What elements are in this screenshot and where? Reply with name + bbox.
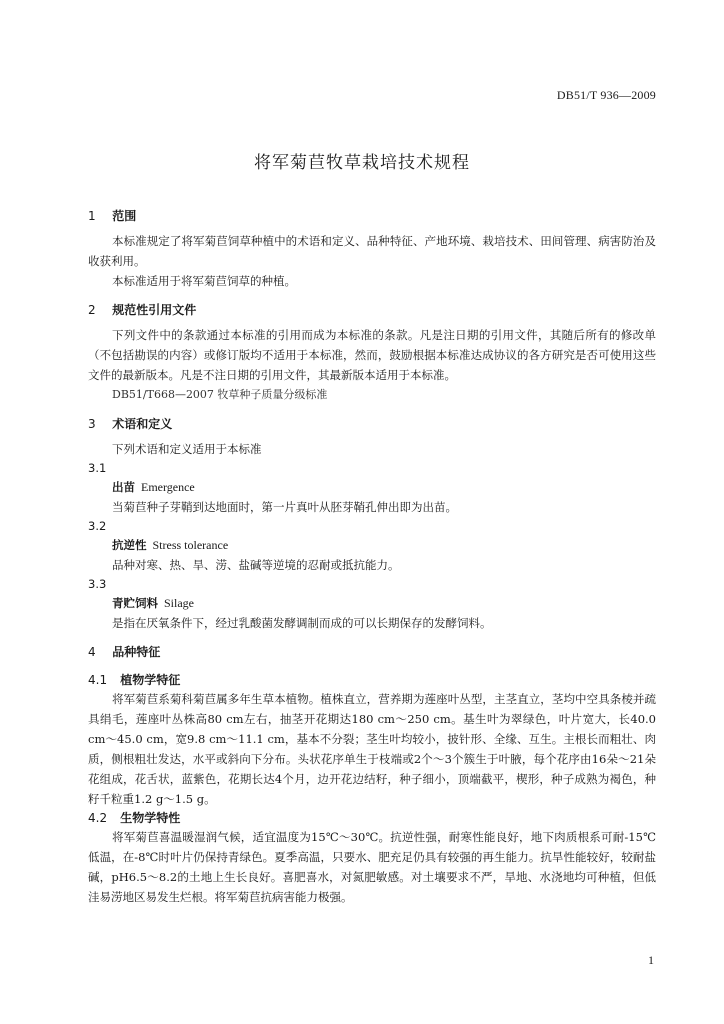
term-name [88, 477, 656, 497]
term-zh: 抗逆性 [112, 538, 147, 552]
term-definition: 品种对寒、热、旱、涝、盐碱等逆境的忍耐或抵抗能力。 [112, 558, 400, 572]
term-en: Emergence [141, 480, 195, 494]
subsection-number: 4.1 [88, 673, 108, 687]
term-name [88, 535, 656, 555]
subsection-title: 植物学特征 [120, 673, 181, 687]
paragraph: 将军菊苣系菊科菊苣属多年生草本植物。植株直立，营养期为莲座叶丛型，主茎直立，茎均中空具条棱并疏具绢毛，莲座叶丛株高80 cm左右，抽茎开花期达180 cm～250 cm。基生叶为翠绿色，叶片宽大，长40.0 cm～45.0 cm，宽9.8 cm～11.1 cm，基本不分裂；茎生叶均较小，披针形、全缘、互生。主根长而粗壮、肉质，侧根粗壮发达，水平或斜向下分布。头状花序单生于枝端或2个～3个簇生于叶腋，每个花序由16朵～21朵花组成，花舌状，蓝紫色，花期长达4个月，边开花边结籽，种子细小，顶端截平，楔形，种子成熟为褐色，种籽千粒重1.2 g～1.5 g。 [88, 692, 656, 806]
section-number: 2 [88, 303, 96, 317]
term-number: 3.2 [88, 519, 107, 533]
term-en: Stress tolerance [152, 538, 229, 552]
subsection-4-1-heading [88, 671, 656, 689]
section-4-heading [88, 643, 656, 661]
paragraph: 本标准适用于将军菊苣饲草的种植。 [112, 274, 296, 288]
term-number: 3.3 [88, 577, 107, 591]
section-number: 3 [88, 417, 96, 431]
section-number: 1 [88, 209, 96, 223]
paragraph: 下列文件中的条款通过本标准的引用而成为本标准的条款。凡是注日期的引用文件，其随后所有的修改单（不包括勘误的内容）或修订版均不适用于本标准，然而，鼓励根据本标准达成协议的各方研究是否可使用这些文件的最新版本。凡是不注日期的引用文件，其最新版本适用于本标准。 [88, 328, 656, 382]
term-zh: 出苗 [112, 480, 135, 494]
normative-reference: DB51/T668—2007 牧草种子质量分级标准 [112, 388, 328, 401]
section-title: 品种特征 [112, 645, 161, 659]
paragraph: 本标准规定了将军菊苣饲草种植中的术语和定义、品种特征、产地环境、栽培技术、田间管理、病害防治及收获利用。 [88, 234, 656, 268]
paragraph: 将军菊苣喜温暖湿润气候，适宜温度为15℃～30℃。抗逆性强，耐寒性能良好，地下肉质根系可耐-15℃低温，在-8℃时叶片仍保持青绿色。夏季高温，只要水、肥充足仍具有较强的再生能力。抗旱性能较好，较耐盐碱，pH6.5～8.2的土地上生长良好。喜肥喜水，对氮肥敏感。对土壤要求不严，旱地、水浇地均可种植，但低洼易涝地区易发生烂根。将军菊苣抗病害能力极强。 [88, 830, 656, 904]
section-title: 范围 [112, 209, 137, 223]
term-definition: 当菊苣种子芽鞘到达地面时，第一片真叶从胚芽鞘孔伸出即为出苗。 [112, 500, 457, 514]
section-1-heading [88, 207, 656, 225]
document-title: 将军菊苣牧草栽培技术规程 [254, 153, 470, 173]
section-title: 术语和定义 [112, 417, 173, 431]
term-en: Silage [164, 596, 194, 610]
standard-code: DB51/T 936—2009 [556, 88, 656, 102]
term-definition: 是指在厌氧条件下，经过乳酸菌发酵调制而成的可以长期保存的发酵饲料。 [112, 616, 492, 630]
term-number: 3.1 [88, 461, 107, 475]
section-number: 4 [88, 645, 96, 659]
subsection-number: 4.2 [88, 811, 108, 825]
paragraph: 下列术语和定义适用于本标准 [112, 442, 262, 456]
subsection-4-2-heading [88, 809, 656, 827]
section-2-heading [88, 301, 656, 319]
section-3-heading [88, 415, 656, 433]
page-number: 1 [648, 953, 654, 967]
term-zh: 青贮饲料 [112, 596, 158, 610]
document-body [88, 207, 656, 907]
section-title: 规范性引用文件 [112, 303, 197, 317]
subsection-title: 生物学特性 [120, 811, 181, 825]
term-name [88, 593, 656, 613]
